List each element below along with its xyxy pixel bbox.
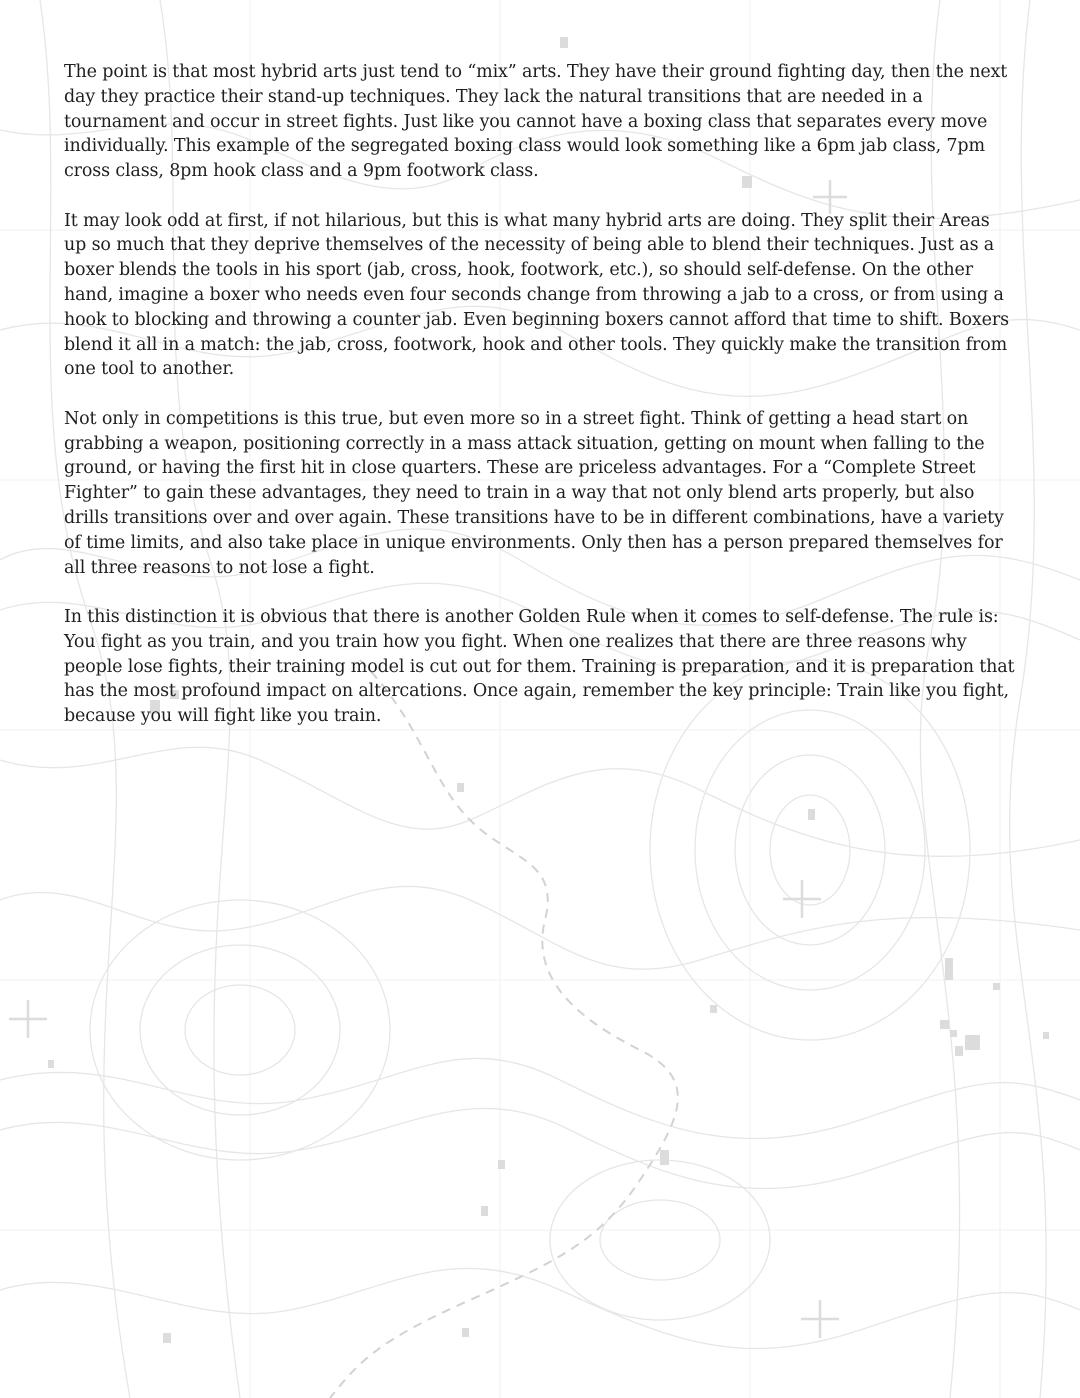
paragraph-1: The point is that most hybrid arts just tend to “mix” arts. They have their ground fighting day, then the next day they practice their stand-up techniques. They lack the natural transitions that are needed in a tournament and occur in street fights. Just like you cannot have a boxing class that separates every move individually. This example of the segregated boxing class would look something like a 6pm jab class, 7pm cross class, 8pm hook class and a 9pm footwork class.	[64, 62, 1008, 182]
paragraph-3: Not only in competitions is this true, but even more so in a street fight. Think of getting a head start on grabbing a weapon, positioning correctly in a mass attack situation, getting on mount when falling to the ground, or having the first hit in close quarters. These are priceless advantages. For a “Complete Street Fighter” to gain these advantages, they need to train in a way that not only blend arts properly, but also drills transitions over and over again. These transitions have to be in different combinations, have a variety of time limits, and also take place in unique environments. Only then has a person prepared themselves for all three reasons to not lose a fight.	[64, 408, 1004, 578]
paragraph-2: It may look odd at first, if not hilarious, but this is what many hybrid arts are doing. They split their Areas up so much that they deprive themselves of the necessity of being able to blend their techniques. Just as a boxer blends the tools in his sport (jab, cross, hook, footwork, etc.), so should self-defense. On the other hand, imagine a boxer who needs even four seconds change from throwing a jab to a cross, or from using a hook to blocking and throwing a counter jab. Even beginning boxers cannot afford that time to shift. Boxers blend it all in a match: the jab, cross, footwork, hook and other tools. They quickly make the transition from one tool to another.	[64, 210, 1009, 380]
paragraph-4: In this distinction it is obvious that there is another Golden Rule when it comes to self-defense. The rule is: You fight as you train, and you train how you fight. When one realizes that there are three reasons why people lose fights, their training model is cut out for them. Training is preparation, and it is preparation that has the most profound impact on altercations. Once again, remember the key principle: Train like you fight, because you will fight like you train.	[64, 606, 1015, 727]
body-text	[64, 60, 1016, 754]
